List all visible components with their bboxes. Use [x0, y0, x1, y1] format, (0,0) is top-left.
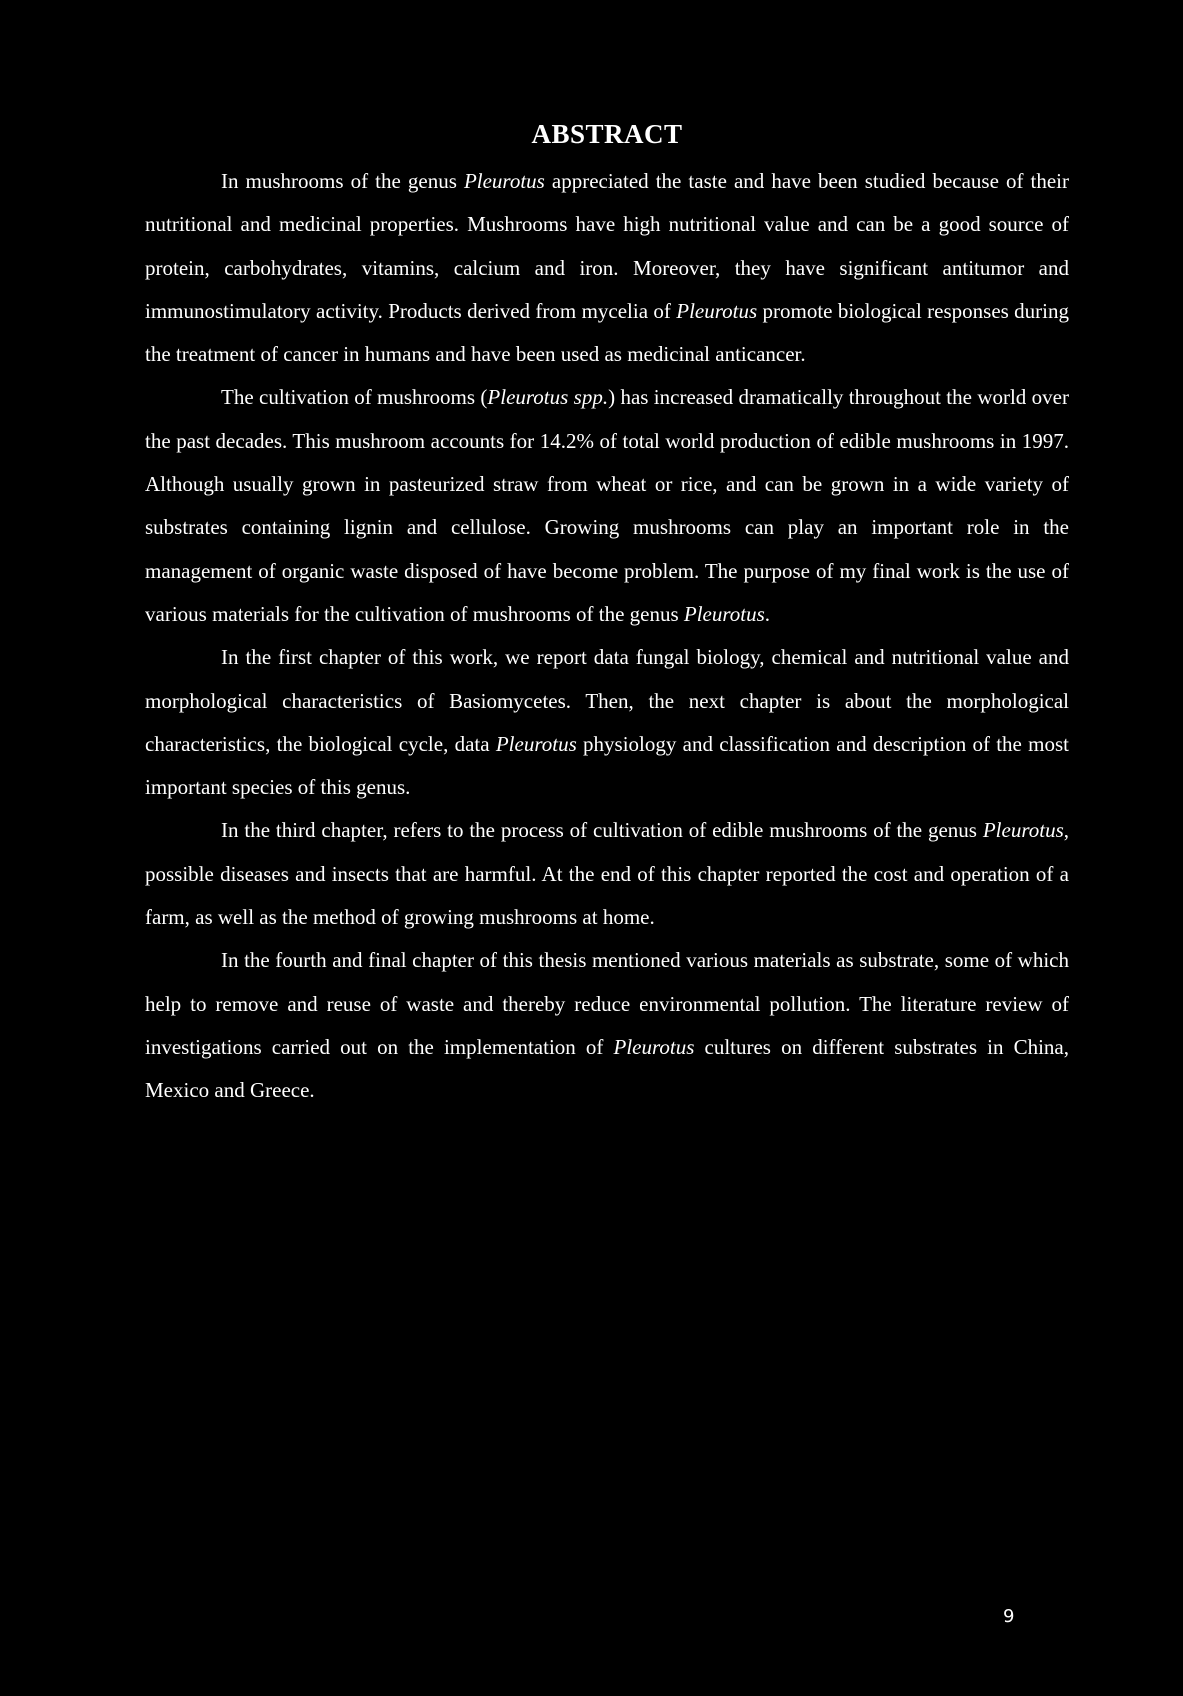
- text-run: promote biological responses during the treatment of cancer in humans and have been used as medicinal anticancer.: [145, 298, 1069, 367]
- abstract-paragraph: [145, 376, 1069, 636]
- text-run: .: [764, 601, 771, 626]
- italic-term: Pleurotus: [613, 1034, 695, 1059]
- text-run: The cultivation of mushrooms (: [221, 385, 488, 410]
- abstract-paragraph: [145, 939, 1069, 1112]
- text-run: ) has increased dramatically throughout the world over the past decades. This mushroom accounts for 14.2% of total world production of edible mushrooms in 1997. Although usually grown in pasteurized straw from wheat or rice, and can be grown in a wide variety of substrates containing lignin and cellulose. Growing mushrooms can play an important role in the management of organic waste disposed of have become problem. The purpose of my final work is the use of various materials for the cultivation of mushrooms of the genus: [145, 385, 1069, 626]
- text-run: , possible diseases and insects that are harmful. At the end of this chapter reported the cost and operation of a farm, as well as the method of growing mushrooms at home.: [145, 818, 1069, 930]
- italic-term: Pleurotus: [676, 298, 758, 323]
- italic-term: Pleurotus: [982, 818, 1064, 843]
- italic-term: Pleurotus: [495, 731, 577, 756]
- abstract-title: ABSTRACT: [531, 119, 683, 149]
- text-run: cultures on different substrates in China, Mexico and Greece.: [145, 1034, 1069, 1103]
- text-run: In mushrooms of the genus: [221, 169, 464, 193]
- italic-term: Pleurotus: [683, 601, 765, 626]
- abstract-page: [145, 118, 1069, 1113]
- text-run: In the fourth and final chapter of this thesis mentioned various materials as substrate, some of which help to remove and reuse of waste and thereby reduce environmental pollution. The literature review of investigations carried out on the implementation of: [145, 948, 1069, 1059]
- text-run: In the third chapter, refers to the process of cultivation of edible mushrooms of the genus: [221, 818, 983, 843]
- abstract-paragraph: [145, 160, 1069, 376]
- abstract-paragraph: [145, 809, 1069, 939]
- abstract-paragraph: [145, 636, 1069, 809]
- italic-term: Pleurotus spp.: [487, 385, 609, 410]
- text-run: In the first chapter of this work, we report data fungal biology, chemical and nutritional value and morphological characteristics of Basiomycetes. Then, the next chapter is about the morphological characteristics, the biological cycle, data: [145, 645, 1069, 756]
- text-run: appreciated the taste and have been studied because of their nutritional and medicinal properties. Mushrooms have high nutritional value and can be a good source of protein, carbohydrates, vitamins, calcium and iron. Moreover, they have significant antitumor and immunostimulatory activity. Products derived from mycelia of: [145, 169, 1069, 323]
- abstract-body: [145, 160, 1069, 1113]
- page-number: 9: [1003, 1606, 1015, 1627]
- text-run: physiology and classification and description of the most important species of this genus.: [145, 731, 1069, 800]
- italic-term: Pleurotus: [463, 169, 545, 193]
